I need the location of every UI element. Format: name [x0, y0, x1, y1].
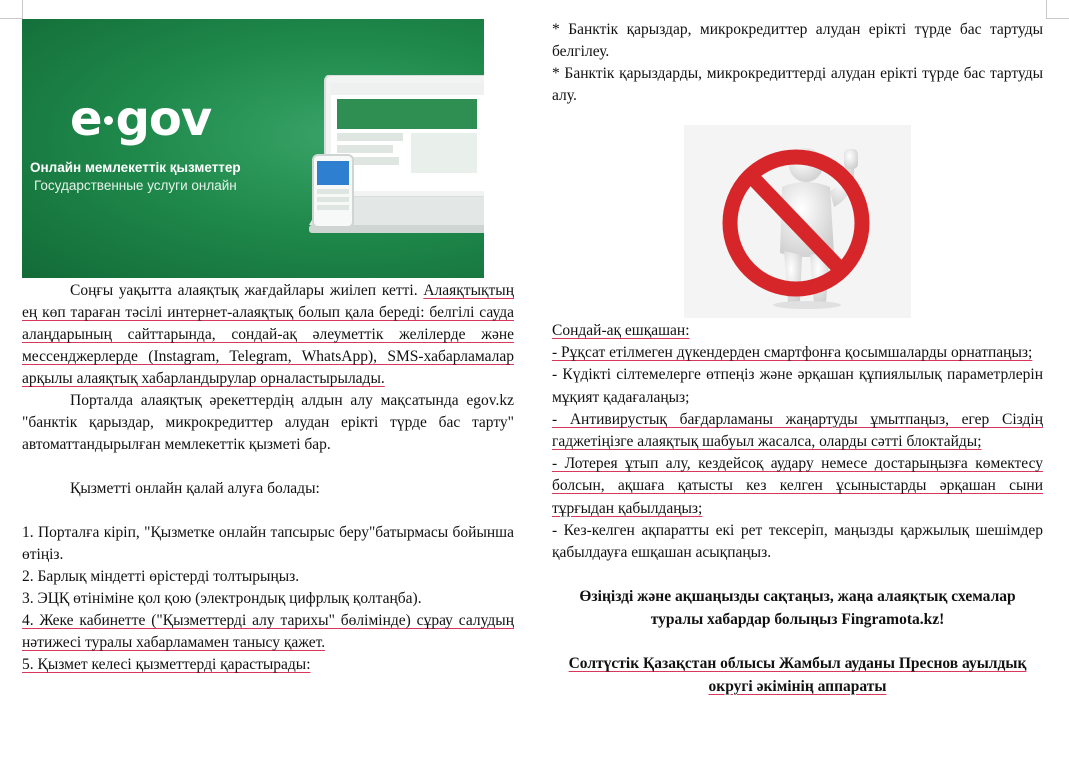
egov-banner-image — [22, 19, 484, 278]
banner-tagline-kz: Онлайн мемлекеттік қызметтер — [30, 160, 241, 175]
step-item: 4. Жеке кабинетте ("Қызметтерді алу тарихы" бөлімінде) сұрау салудың нәтижесі туралы хабарламамен танысу қажет. — [22, 612, 514, 651]
stop-sign-illustration — [684, 125, 911, 318]
also-never-title: Сондай-ақ ешқашан: — [552, 322, 690, 339]
step-item: 3. ЭЦҚ өтініміне қол қою (электрондық цифрлық қолтаңба). — [22, 590, 422, 607]
tip-item: - Күдікті сілтемелерге өтпеңіз және әрқашан құпиялылық параметрлерін мұқият қадағалаңыз; — [552, 366, 1043, 406]
tip-item: - Рұқсат етілмеген дүкендерден смартфонға қосымшаларды орнатпаңыз; — [552, 344, 1033, 362]
page-corner-mark — [0, 0, 23, 19]
step-item: 2. Барлық міндетті өрістерді толтырыңыз. — [22, 568, 300, 585]
intro-paragraph: Соңғы уақытта алаяқтық жағдайлары жиілеп кетті. Алаяқтықтың ең көп тараған тәсілі интернет-алаяқтық болып қала береді: белгілі сауда алаңдарының сайттарында, сондай-ақ әлеуметтік желілерде және мессенджерлерде (Instagram, Telegram, WhatsApp), SMS-хабарламалар арқылы алаяқтық хабарландырулар орналастырылады. — [22, 282, 514, 387]
step-item: 5. Қызмет келесі қызметтерді қарастырады: — [22, 656, 311, 673]
portal-paragraph: Порталда алаяқтық әрекеттердің алдын алу мақсатында egov.kz "банктік қарыздар, микрокредиттер алудан ерікті түрде бас тарту" автоматтандырылған мемлекеттік қызметі бар. — [22, 392, 514, 453]
right-column-text — [552, 320, 1043, 698]
service-item: * Банктік қарыздарды, микрокредиттерді алудан ерікті түрде бас тартуды алу. — [552, 65, 1043, 104]
step-item: 1. Порталға кіріп, "Қызметке онлайн тапсырыс беру"батырмасы бойынша өтіңіз. — [22, 524, 514, 563]
slogan: Өзіңізді және ақшаңызды сақтаңыз, жаңа алаяқтық схемалар туралы хабардар болыңыз Fingramota.kz! — [579, 588, 1016, 628]
page-corner-mark — [1046, 0, 1069, 19]
tip-item: - Кез-келген ақпаратты екі рет тексеріп, маңызды қаржылық шешімдер қабылдауға ешқашан асықпаңыз. — [552, 521, 1043, 562]
service-item: * Банктік қарыздар, микрокредиттер алудан ерікті түрде бас тартуды белгілеу. — [552, 21, 1043, 60]
signature: Солтүстік Қазақстан облысы Жамбыл ауданы Преснов ауылдық округі әкімінің аппараты — [568, 655, 1027, 695]
banner-tagline-ru: Государственные услуги онлайн — [34, 178, 237, 193]
tip-item: - Антивирустық бағдарламаны жаңартуды ұмытпаңыз, егер Сіздің гаджетіңізге алаяқтық шабуыл жасалса, оларды сәтті блоктайды; — [552, 410, 1043, 451]
egov-logo: e gov — [70, 91, 212, 147]
services-list — [552, 19, 1043, 107]
laptop-illustration — [307, 75, 484, 275]
left-column-text — [22, 280, 514, 676]
how-to-heading: Қызметті онлайн қалай алуға болады: — [70, 480, 320, 497]
tip-item: - Лотерея ұтып алу, кездейсоқ аудару немесе достарыңызға көмектесу болсын, ақшаға қатысты кез келген ұсыныстарды әрқашан сыни тұрғыдан қабылдаңыз; — [552, 455, 1043, 517]
